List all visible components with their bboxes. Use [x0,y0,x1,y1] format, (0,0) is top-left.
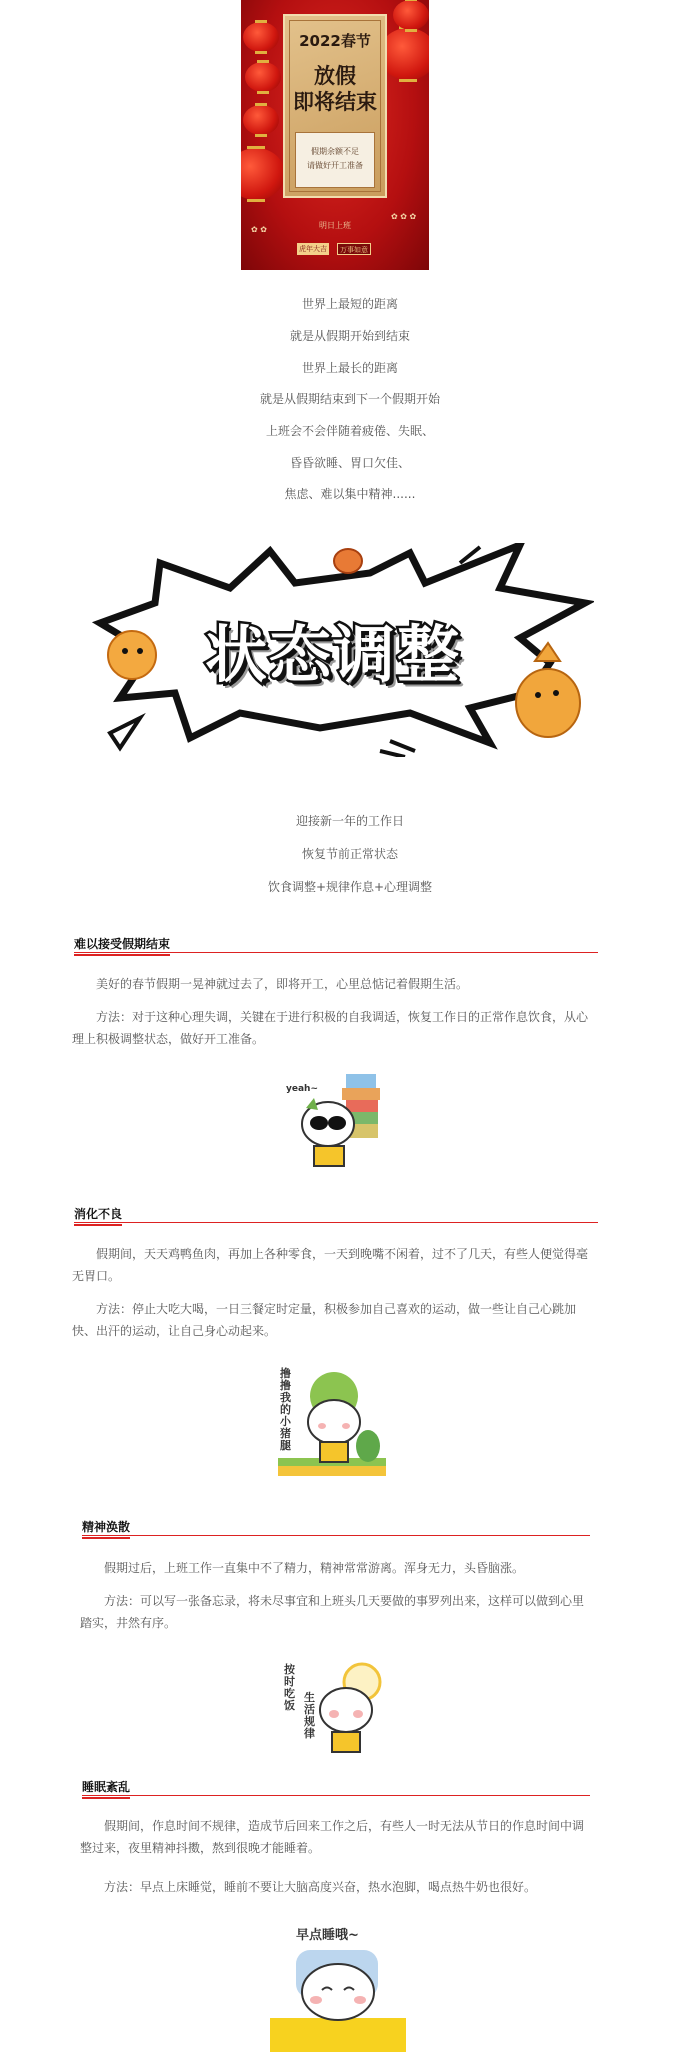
poster-card [283,14,387,198]
section-paragraph: 方法：可以写一张备忘录，将未尽事宜和上班头几天要做的事罗列出来，这样可以做到心里踏实，井然有序。 [80,1594,585,1630]
intro-line: 世界上最长的距离 [301,361,398,375]
intro-line: 焦虑、难以集中精神...... [284,487,416,501]
section-paragraph: 假期间，天天鸡鸭鱼肉，再加上各种零食，一天到晚嘴不闲着，过不了几天，有些人便觉得毫无胃口。 [72,1247,589,1283]
flower-icon: ✿ ✿ [251,225,267,234]
cat-sticker-3 [282,1662,390,1770]
section-title: 消化不良 [74,1205,122,1226]
sticker-text: 撸撸我的小猪腿 [280,1367,291,1452]
intro-line: 上班会不会伴随着疲倦、失眠、 [265,424,434,438]
section-heading [74,933,598,956]
poster-note-1: 假期余额不足 [311,147,359,156]
sticker-text: 按时吃饭 [284,1663,295,1712]
section-divider [74,1222,598,1223]
poster-year: 2022春节 [299,32,371,50]
section-divider [82,1535,590,1536]
poster-headline-2: 即将结束 [293,90,377,114]
intro-line: 就是从假期结束到下一个假期开始 [259,392,440,406]
poster-note-box [295,132,375,188]
sub-line: 迎接新一年的工作日 [295,814,404,828]
section-paragraph: 假期过后，上班工作一直集中不了精力，精神常常游离。浑身无力，头昏脑涨。 [104,1561,525,1575]
section-divider [82,1795,590,1796]
food-character-icon [516,669,580,737]
intro-line: 就是从假期开始到结束 [289,329,410,343]
sticker-text: 早点睡哦~ [296,1928,359,1943]
lantern-icon [243,105,279,135]
spring-festival-poster [241,0,429,270]
section-title: 睡眠紊乱 [82,1778,130,1799]
status-adjust-banner [80,543,594,757]
poster-small-text: 明日上班 [319,221,351,230]
intro-line: 世界上最短的距离 [301,297,398,311]
intro-line: 昏昏欲睡、胃口欠佳、 [289,456,410,470]
section-paragraph: 方法：停止大吃大喝，一日三餐定时定量，积极参加自己喜欢的运动，做一些让自己心跳加快、出汗的运动，让自己身心动起来。 [72,1302,577,1338]
sticker-text: yeah~ [286,1084,318,1094]
section-paragraph: 方法：早点上床睡觉，睡前不要让大脑高度兴奋，热水泡脚，喝点热牛奶也很好。 [104,1880,537,1894]
cat-sticker-1 [284,1068,394,1178]
food-character-icon [334,549,362,573]
cat-sticker-4 [270,1920,406,2052]
flower-icon: ✿ ✿ ✿ [391,212,417,221]
food-character-icon [108,631,156,679]
banner-title: 状态调整 [205,618,462,691]
lantern-icon [243,22,279,52]
lantern-icon [245,62,281,92]
sub-line: 恢复节前正常状态 [301,847,398,861]
section-divider [74,952,598,953]
poster-tag-left: 虎年大吉 [299,245,327,253]
cat-sticker-2 [276,1366,388,1478]
section-paragraph: 假期间，作息时间不规律，造成节后回来工作之后，有些人一时无法从节日的作息时间中调整过来，夜里精神抖擞，熬到很晚才能睡着。 [80,1819,585,1855]
lantern-icon [241,148,285,200]
section-title: 难以接受假期结束 [74,935,170,956]
sub-line: 饮食调整+规律作息+心理调整 [267,880,433,894]
poster-headline-1: 放假 [314,64,356,88]
poster-tag-right: 万事如意 [337,243,371,255]
section-heading [82,1516,590,1539]
poster-note-2: 请做好开工准备 [307,161,363,170]
lantern-icon [393,0,429,30]
section-paragraph: 方法：对于这种心理失调，关键在于进行积极的自我调适，恢复工作日的正常作息饮食，从心理上积极调整状态，做好开工准备。 [72,1010,589,1046]
section-paragraph: 美好的春节假期一晃神就过去了，即将开工，心里总惦记着假期生活。 [96,977,469,991]
sticker-text: 生活规律 [304,1691,315,1740]
section-title: 精神涣散 [82,1518,130,1539]
section-heading [74,1203,598,1226]
section-heading [82,1776,590,1799]
